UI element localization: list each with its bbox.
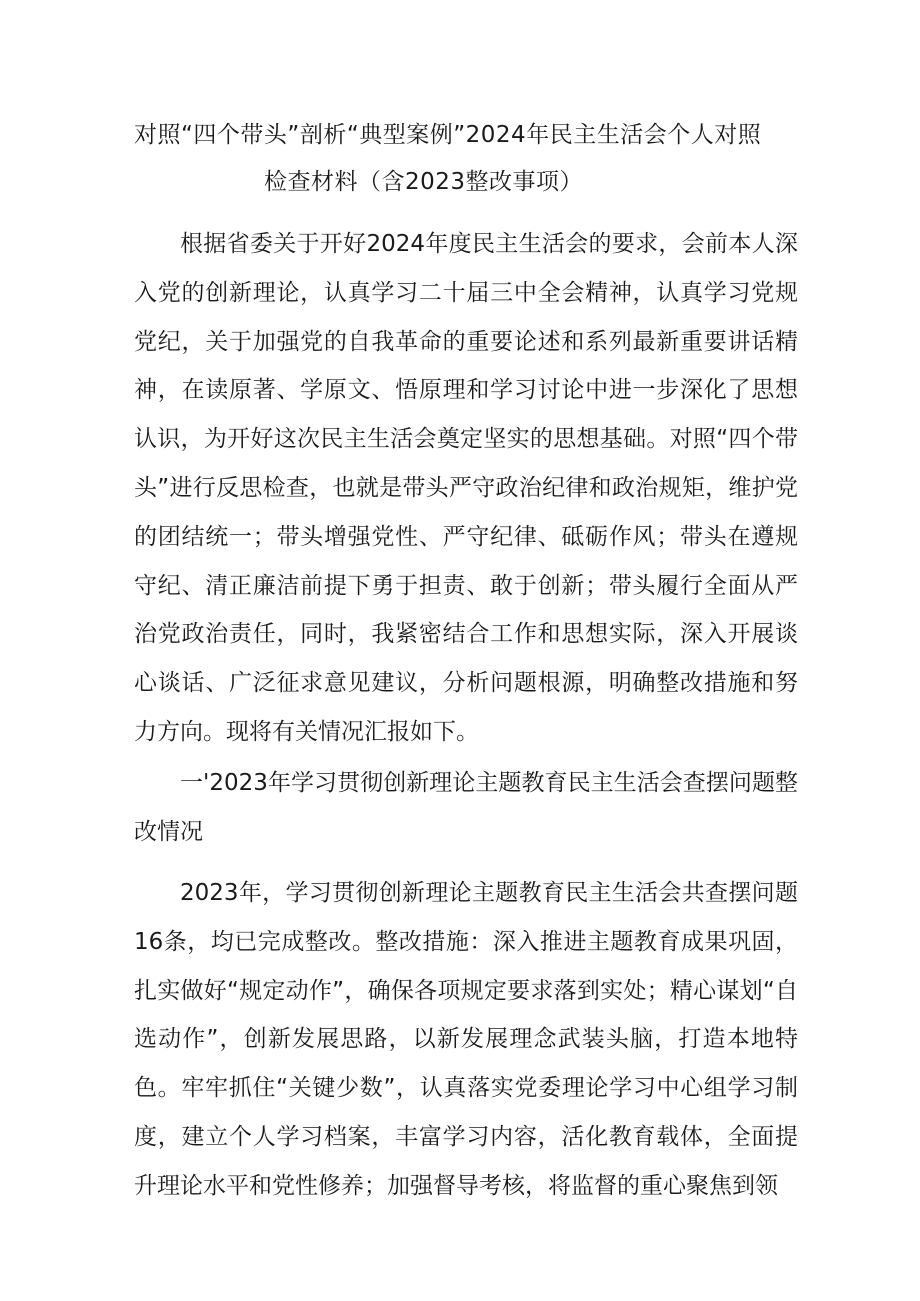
body-paragraph-rectification: 2023年，学习贯彻创新理论主题教育民主生活会共查摆问题16条，均已完成整改。整改措施：深入推进主题教育成果巩固，扎实做好“规定动作”，确保各项规定要求落到实处；精心谋划“自选动作”，创新发展思路，以新发展理念武装头脑，打造本地特色。牢牢抓住“关键少数”，认真落实党委理论学习中心组学习制度，建立个人学习档案，丰富学习内容，活化教育载体，全面提升理论水平和党性修养；加强督导考核，将监督的重心聚焦到领 — [134, 880, 798, 1199]
section-heading-1: 一'2023年学习贯彻创新理论主题教育民主生活会查摆问题整改情况 — [134, 770, 798, 845]
title-line-2: 检查材料（含2023整改事项） — [264, 169, 584, 195]
body-paragraph-intro: 根据省委关于开好2024年度民主生活会的要求，会前本人深入党的创新理论，认真学习二十届三中全会精神，认真学习党规党纪，关于加强党的自我革命的重要论述和系列最新重要讲话精神，在读原著、学原文、悟原理和学习讨论中进一步深化了思想认识，为开好这次民主生活会奠定坚实的思想基础。对照“四个带头”进行反思检查，也就是带头严守政治纪律和政治规矩，维护党的团结统一；带头增强党性、严守纪律、砥砺作风；带头在遵规守纪、清正廉洁前提下勇于担责、敢于创新；带头履行全面从严治党政治责任，同时，我紧密结合工作和思想实际，深入开展谈心谈话、广泛征求意见建议，分析问题根源，明确整改措施和努力方向。现将有关情况汇报如下。 — [134, 231, 798, 745]
document-title — [134, 112, 814, 206]
title-line-1: 对照“四个带头”剖析“典型案例”2024年民主生活会个人对照 — [134, 122, 762, 148]
